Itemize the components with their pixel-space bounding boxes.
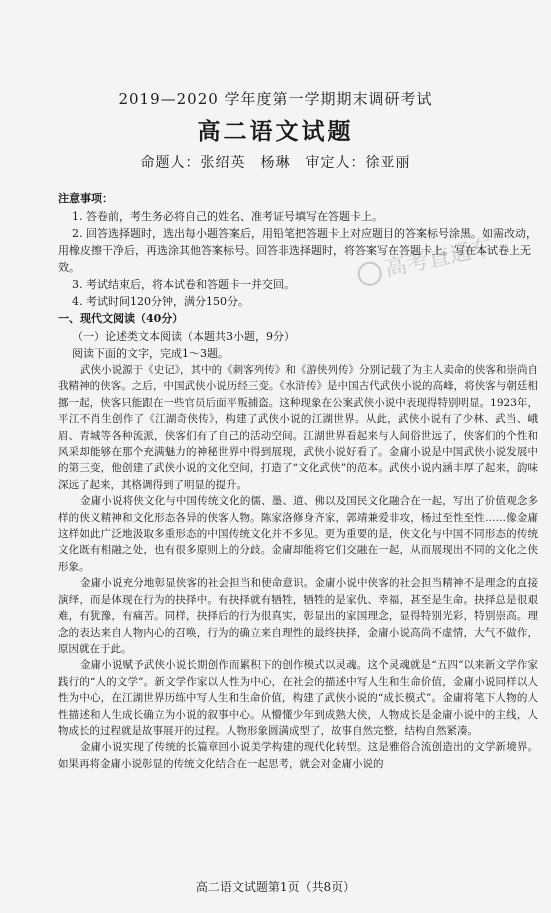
subject-title: 高二语文试题 — [197, 119, 354, 145]
watermark-text: 高考直通车 — [382, 234, 496, 283]
passage-paragraph: 金庸小说实现了传统的长篇章回小说美学构建的现代化转型。这是雅俗合流创造出的文学新境界。如果再将金庸小说彰显的传统文化结合在一起思考，就会对金庸小说的 — [58, 741, 538, 770]
passage-paragraph: 金庸小说充分地彰显侠客的社会担当和使命意识。金庸小说中侠客的社会担当精神不是理念的直接演绎，而是体现在行为的抉择中。有抉择就有牺牲，牺牲的是家仇、幸福，甚至是生命。抉择总是很艰难，有犹豫，有痛苦。同样，抉择后的行为很真实，彰显出的家国理念，显得特别光彩，特别崇高。理念的表达来自人物内心的召唤，行为的确立来自理性的最终抉择，金庸小说高尚不虚情，大气不做作，原因就在于此。 — [58, 577, 538, 655]
passage-paragraph: 金庸小说赋予武侠小说长期创作而累积下的创作模式以灵魂。这个灵魂就是“五四”以来新文学作家践行的“人的文学”。新文学作家以人性为中心，在社会的描述中写人生和生命价值，金庸小说同样以人性为中心，在江湖世界历练中写人生和生命价值，构建了武侠小说的“成长模式”。金庸将笔下人物的人性描述和人生成长确立为小说的叙事中心。从懵懂少年到成熟大侠，人物成长是金庸小说中的主线，人物成长的过程就是故事展开的过程。人物形象圆满成型了，故事自然完整，结构自然紧凑。 — [58, 659, 538, 737]
note-item: 3. 考试结束后，将本试卷和答题卡一并交回。 — [72, 278, 295, 291]
notes-heading: 注意事项： — [58, 192, 113, 205]
authors-line: 命题人：张绍英 杨琳 审定人：徐亚丽 — [140, 155, 411, 171]
passage-paragraph: 金庸小说将侠文化与中国传统文化的儒、墨、道、佛以及国民文化融合在一起，写出了价值观念多样的侠义精神和文化形态各异的侠客人物。陈家洛修身齐家，郭靖兼爱非攻，杨过至性至性……像金庸这样如此广泛地汲取多重形态的中国传统文化并不多见。更为重要的是，侠文化与中国不同形态的传统文化既有相融之处，也有很多原则上的分歧。金庸却能将它们交融在一起，从而展现出不同的文化之侠形象。 — [58, 495, 538, 573]
exam-title: 2019—2020 学年度第一学期期末调研考试 — [118, 90, 433, 108]
note-item: 2. 回答选择题时，选出每小题答案后，用铅笔把答题卡上对应题目的答案标号涂黑。如需改动，用橡皮擦干净后，再选涂其他答案标号。回答非选择题时，将答案写在答题卡上。写在本试卷上无效。 — [58, 227, 537, 274]
section-heading: 一、现代文阅读（40分） — [58, 312, 184, 325]
note-item: 4. 考试时间120分钟，满分150分。 — [72, 295, 249, 308]
passage-paragraph: 武侠小说源于《史记》，其中的《刺客列传》和《游侠列传》分别记载了为主人卖命的侠客和崇尚自我精神的侠客。之后，中国武侠小说历经三变。《水浒传》是中国古代武侠小说的高峰，将侠客与朝廷相挪一起，侠客只能跟在一些官员后面平叛捕盗。这种现象在公案武侠小说中表现得特别明显。1923年，平江不肖生创作了《江湖奇侠传》，构建了武侠小说的江湖世界。从此，武侠小说有了少林、武当、峨眉、青城等各种流派，侠客们有了自己的活动空间。江湖世界看起来与人间俗世远了，侠客们的个性和风采却能够在那个充满魅力的神秘世界中得到展现，武侠小说好看了。金庸小说是中国武侠小说发展中的第三变，他创建了武侠小说的文化空间，打造了“文化武侠”的范本。武侠小说内涵丰厚了起来，韵味深远了起来，其格调得到了明显的提升。 — [58, 364, 538, 491]
reading-instruction: 阅读下面的文字，完成1～3题。 — [72, 347, 229, 360]
note-item: 1. 答卷前，考生务必将自己的姓名、准考证号填写在答题卡上。 — [72, 210, 383, 223]
page-content — [58, 190, 538, 772]
subsection-heading: （一）论述类文本阅读（本题共3小题，9分） — [72, 330, 295, 343]
page-footer: 高二语文试题第1页（共8页） — [195, 880, 356, 894]
